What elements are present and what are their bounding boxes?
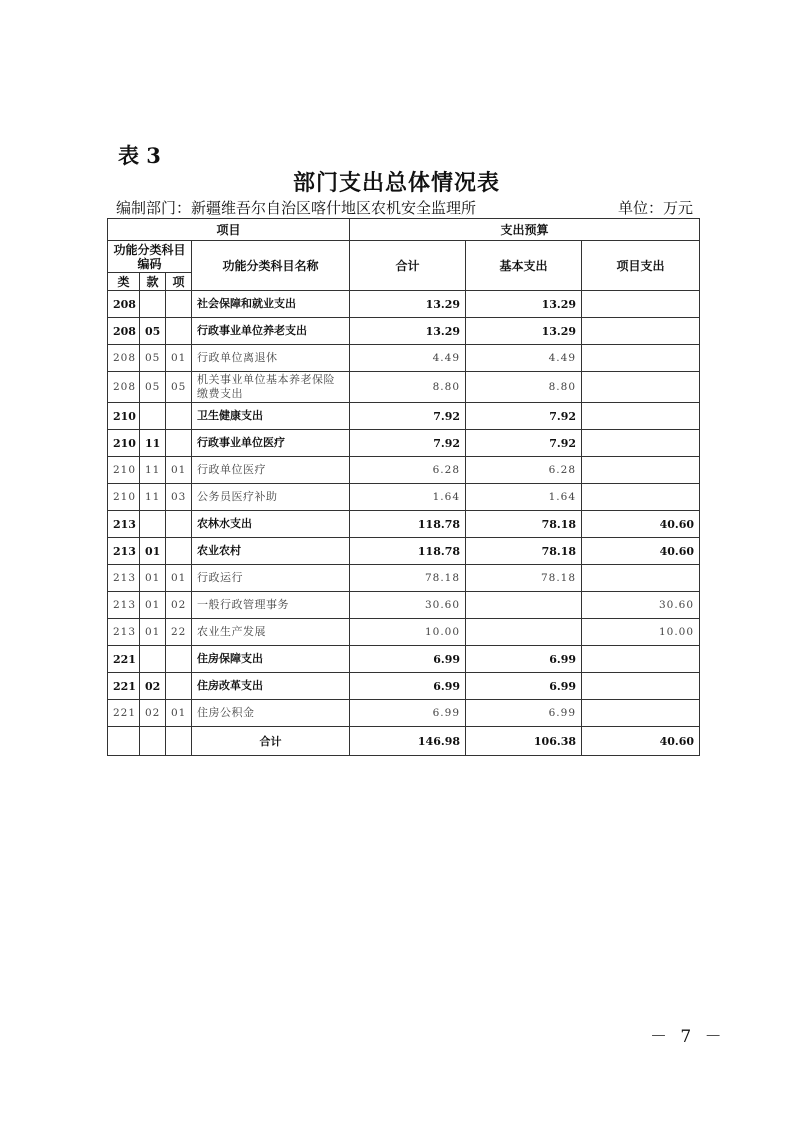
- cell-kuan: 02: [140, 673, 166, 700]
- total-empty: [140, 727, 166, 756]
- cell-basic: 6.99: [466, 700, 582, 727]
- cell-xiang: 03: [166, 484, 192, 511]
- page-number: － 7 －: [650, 1027, 726, 1047]
- total-project: 40.60: [582, 727, 700, 756]
- cell-project: [582, 700, 700, 727]
- cell-basic: 78.18: [466, 538, 582, 565]
- cell-xiang: [166, 538, 192, 565]
- cell-project: [582, 372, 700, 403]
- cell-kuan: [140, 403, 166, 430]
- table-row: [108, 619, 700, 646]
- cell-total: 6.99: [350, 646, 466, 673]
- header-xiang: 项: [166, 273, 192, 291]
- cell-lei: 208: [108, 345, 140, 372]
- header-function-code: 功能分类科目编码: [108, 241, 192, 273]
- cell-name: 行政单位离退休: [192, 345, 350, 372]
- cell-lei: 221: [108, 700, 140, 727]
- cell-xiang: 05: [166, 372, 192, 403]
- cell-name: 住房保障支出: [192, 646, 350, 673]
- cell-lei: 221: [108, 673, 140, 700]
- cell-name: 社会保障和就业支出: [192, 291, 350, 318]
- cell-basic: 8.80: [466, 372, 582, 403]
- table-row: [108, 538, 700, 565]
- table-row: [108, 511, 700, 538]
- cell-project: 40.60: [582, 511, 700, 538]
- cell-basic: 7.92: [466, 403, 582, 430]
- cell-xiang: [166, 430, 192, 457]
- cell-lei: 213: [108, 538, 140, 565]
- cell-lei: 208: [108, 291, 140, 318]
- cell-project: 40.60: [582, 538, 700, 565]
- cell-kuan: 05: [140, 345, 166, 372]
- cell-total: 30.60: [350, 592, 466, 619]
- cell-total: 7.92: [350, 430, 466, 457]
- cell-name: 行政运行: [192, 565, 350, 592]
- cell-lei: 213: [108, 592, 140, 619]
- table-body: [108, 291, 700, 727]
- unit-label: 单位：万元: [617, 199, 693, 217]
- header-budget: 支出预算: [350, 219, 700, 241]
- table-row: [108, 646, 700, 673]
- cell-xiang: 01: [166, 457, 192, 484]
- cell-xiang: 22: [166, 619, 192, 646]
- header-function-name: 功能分类科目名称: [192, 241, 350, 291]
- cell-project: [582, 403, 700, 430]
- cell-total: 6.99: [350, 673, 466, 700]
- cell-xiang: [166, 318, 192, 345]
- cell-xiang: [166, 403, 192, 430]
- cell-lei: 213: [108, 565, 140, 592]
- cell-total: 8.80: [350, 372, 466, 403]
- page-title: 部门支出总体情况表: [292, 170, 500, 196]
- total-basic: 106.38: [466, 727, 582, 756]
- cell-total: 118.78: [350, 511, 466, 538]
- cell-name: 行政事业单位医疗: [192, 430, 350, 457]
- cell-lei: 213: [108, 619, 140, 646]
- cell-name: 住房公积金: [192, 700, 350, 727]
- table-row: [108, 403, 700, 430]
- cell-total: 4.49: [350, 345, 466, 372]
- cell-name: 卫生健康支出: [192, 403, 350, 430]
- cell-basic: 6.28: [466, 457, 582, 484]
- cell-kuan: 05: [140, 372, 166, 403]
- compiling-department: 编制部门：新疆维吾尔自治区喀什地区农机安全监理所: [116, 199, 477, 217]
- cell-xiang: 02: [166, 592, 192, 619]
- cell-project: [582, 318, 700, 345]
- cell-kuan: 01: [140, 592, 166, 619]
- cell-project: [582, 345, 700, 372]
- cell-name: 农业生产发展: [192, 619, 350, 646]
- cell-kuan: [140, 291, 166, 318]
- cell-kuan: 01: [140, 619, 166, 646]
- cell-xiang: 01: [166, 565, 192, 592]
- cell-name: 一般行政管理事务: [192, 592, 350, 619]
- table-row: [108, 372, 700, 403]
- cell-lei: 210: [108, 430, 140, 457]
- cell-basic: 78.18: [466, 511, 582, 538]
- cell-basic: 78.18: [466, 565, 582, 592]
- cell-basic: 6.99: [466, 673, 582, 700]
- header-lei: 类: [108, 273, 140, 291]
- cell-total: 13.29: [350, 291, 466, 318]
- cell-xiang: [166, 646, 192, 673]
- cell-basic: 1.64: [466, 484, 582, 511]
- cell-project: [582, 565, 700, 592]
- cell-lei: 210: [108, 457, 140, 484]
- header-total: 合计: [350, 241, 466, 291]
- cell-lei: 208: [108, 372, 140, 403]
- cell-project: 10.00: [582, 619, 700, 646]
- cell-basic: [466, 619, 582, 646]
- cell-project: [582, 673, 700, 700]
- cell-basic: 13.29: [466, 318, 582, 345]
- table-row: [108, 673, 700, 700]
- cell-kuan: 11: [140, 457, 166, 484]
- header-project: 项目支出: [582, 241, 700, 291]
- total-row: [108, 727, 700, 756]
- cell-lei: 208: [108, 318, 140, 345]
- cell-xiang: 01: [166, 700, 192, 727]
- cell-kuan: [140, 511, 166, 538]
- cell-basic: 13.29: [466, 291, 582, 318]
- cell-kuan: 05: [140, 318, 166, 345]
- cell-lei: 221: [108, 646, 140, 673]
- table-row: [108, 291, 700, 318]
- cell-basic: 4.49: [466, 345, 582, 372]
- total-sum: 146.98: [350, 727, 466, 756]
- cell-kuan: 01: [140, 538, 166, 565]
- cell-project: [582, 291, 700, 318]
- cell-name: 机关事业单位基本养老保险缴费支出: [192, 372, 350, 403]
- cell-total: 13.29: [350, 318, 466, 345]
- cell-kuan: [140, 646, 166, 673]
- cell-total: 118.78: [350, 538, 466, 565]
- table-row: [108, 430, 700, 457]
- cell-total: 1.64: [350, 484, 466, 511]
- cell-xiang: [166, 511, 192, 538]
- cell-total: 6.99: [350, 700, 466, 727]
- cell-name: 住房改革支出: [192, 673, 350, 700]
- cell-total: 6.28: [350, 457, 466, 484]
- cell-name: 公务员医疗补助: [192, 484, 350, 511]
- table-row: [108, 565, 700, 592]
- table-row: [108, 484, 700, 511]
- cell-xiang: [166, 291, 192, 318]
- table-row: [108, 318, 700, 345]
- table-number: 表 3: [118, 143, 161, 168]
- cell-lei: 210: [108, 403, 140, 430]
- table-row: [108, 700, 700, 727]
- table-row: [108, 592, 700, 619]
- cell-project: [582, 457, 700, 484]
- cell-name: 农业农村: [192, 538, 350, 565]
- cell-project: [582, 484, 700, 511]
- cell-basic: [466, 592, 582, 619]
- cell-project: 30.60: [582, 592, 700, 619]
- cell-xiang: [166, 673, 192, 700]
- cell-total: 10.00: [350, 619, 466, 646]
- cell-lei: 213: [108, 511, 140, 538]
- cell-name: 农林水支出: [192, 511, 350, 538]
- cell-kuan: 02: [140, 700, 166, 727]
- cell-basic: 6.99: [466, 646, 582, 673]
- header-basic: 基本支出: [466, 241, 582, 291]
- total-label: 合计: [192, 727, 350, 756]
- header-item: 项目: [108, 219, 350, 241]
- cell-total: 7.92: [350, 403, 466, 430]
- cell-project: [582, 646, 700, 673]
- cell-name: 行政单位医疗: [192, 457, 350, 484]
- cell-name: 行政事业单位养老支出: [192, 318, 350, 345]
- table-row: [108, 457, 700, 484]
- cell-kuan: 11: [140, 484, 166, 511]
- table-row: [108, 345, 700, 372]
- cell-kuan: 11: [140, 430, 166, 457]
- total-empty: [166, 727, 192, 756]
- cell-project: [582, 430, 700, 457]
- cell-total: 78.18: [350, 565, 466, 592]
- cell-kuan: 01: [140, 565, 166, 592]
- total-empty: [108, 727, 140, 756]
- cell-xiang: 01: [166, 345, 192, 372]
- cell-basic: 7.92: [466, 430, 582, 457]
- header-kuan: 款: [140, 273, 166, 291]
- cell-lei: 210: [108, 484, 140, 511]
- expenditure-table: [107, 218, 700, 756]
